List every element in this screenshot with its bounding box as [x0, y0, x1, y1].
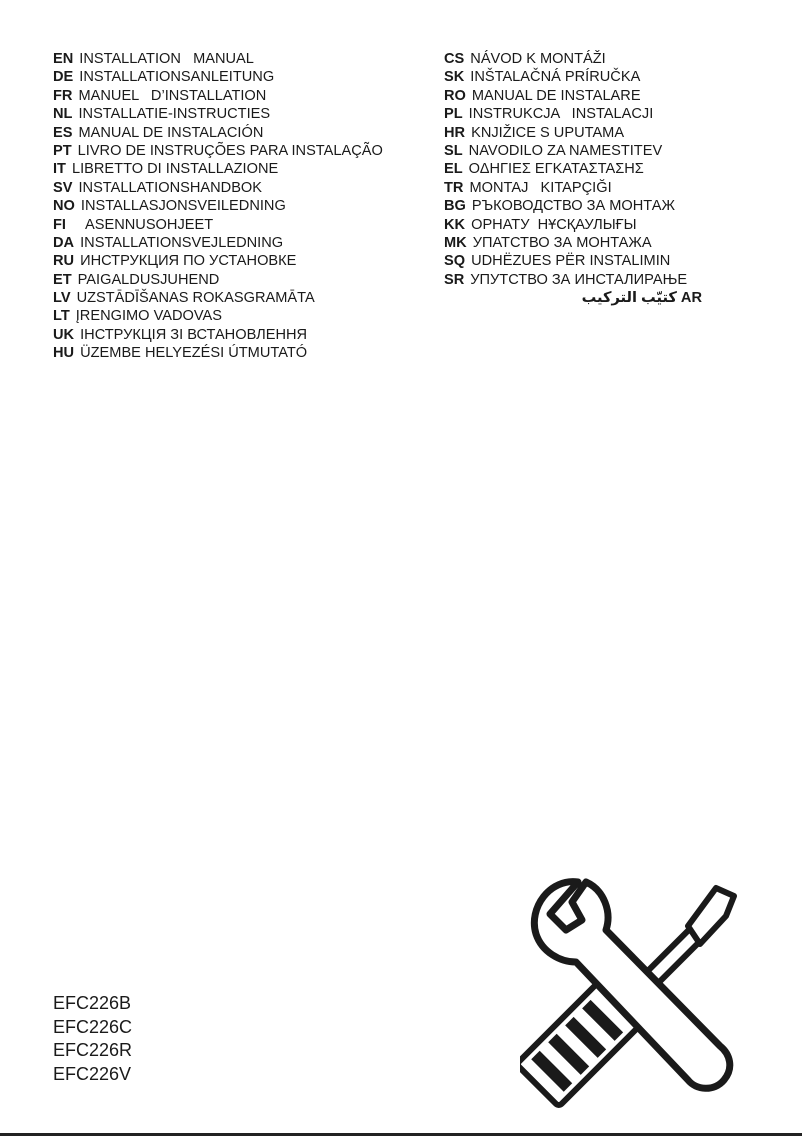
language-code: DE [53, 69, 74, 86]
language-title: KNJIŽICE S UPUTAMA [471, 124, 625, 141]
language-title: INSTRUKCJA INSTALACJI [468, 106, 654, 123]
language-title: NÁVOD K MONTÁŽI [470, 51, 606, 67]
language-title: УПУТСТВО ЗА ИНСТАЛИРАЊЕ [470, 271, 688, 288]
language-title: ÜZEMBE HELYEZÉSI ÚTMUTATÓ [80, 345, 308, 362]
language-code: CS [444, 51, 465, 67]
language-title: PAIGALDUSJUHEND [77, 271, 220, 288]
language-title: INSTALLASJONSVEILEDNING [80, 198, 286, 215]
language-title: MONTAJ KITAPÇIĞI [469, 179, 612, 196]
language-code: IT [53, 161, 66, 178]
language-title: UDHËZUES PËR INSTALIMIN [471, 253, 671, 270]
language-code: EL [444, 161, 463, 178]
language-row-sv [53, 179, 383, 197]
language-title: MANUAL DE INSTALARE [471, 87, 641, 104]
language-row-el [444, 160, 702, 178]
model-number: EFC226V [53, 1063, 132, 1084]
language-row-mk [444, 234, 702, 252]
language-row-bg [444, 197, 702, 215]
language-row-lt [53, 307, 383, 325]
language-code: SV [53, 179, 73, 196]
language-row-fi [53, 216, 383, 234]
language-code: ET [53, 271, 72, 288]
language-title: INSTALLATIONSANLEITUNG [79, 69, 275, 86]
language-row-no [53, 197, 383, 215]
language-row-ar [444, 289, 702, 307]
language-row-uk [53, 326, 383, 344]
language-code: PL [444, 106, 463, 123]
language-row-nl [53, 105, 383, 123]
language-row-sl [444, 142, 702, 160]
language-code: FI [53, 216, 66, 233]
language-code: RU [53, 253, 75, 270]
language-code: UK [53, 326, 75, 343]
language-title: MANUEL D’INSTALLATION [78, 87, 267, 104]
language-title: NAVODILO ZA NAMESTITEV [468, 142, 663, 159]
language-title: INSTALLATIONSHANDBOK [78, 179, 263, 196]
language-title: INSTALLATIONSVEJLEDNING [80, 234, 284, 251]
language-code: ES [53, 124, 73, 141]
language-list-right [444, 50, 702, 307]
language-code: HR [444, 124, 466, 141]
language-code: SQ [444, 253, 466, 270]
language-row-ru [53, 252, 383, 270]
language-code: EN [53, 51, 74, 67]
language-row-it [53, 160, 383, 178]
language-title: ОРНАТУ НҰСҚАУЛЫҒЫ [471, 216, 637, 233]
language-title: INSTALLATIE-INSTRUCTIES [78, 106, 271, 123]
language-code: PT [53, 142, 72, 159]
language-code: TR [444, 179, 464, 196]
language-row-da [53, 234, 383, 252]
language-code: AR [680, 290, 702, 307]
language-row-sk [444, 68, 702, 86]
language-title: УПАТСТВО ЗА МОНТАЖА [472, 234, 652, 251]
language-code: BG [444, 198, 466, 215]
language-row-kk [444, 216, 702, 234]
screwdriver-tip [688, 888, 734, 944]
language-code: HU [53, 345, 75, 362]
language-title: ИНСТРУКЦИЯ ПО УСТАНОВКЕ [80, 253, 297, 270]
language-code: DA [53, 234, 75, 251]
model-number: EFC226C [53, 1016, 133, 1037]
language-code: NL [53, 106, 73, 123]
language-row-sq [444, 252, 702, 270]
language-code: KK [444, 216, 466, 233]
language-row-et [53, 271, 383, 289]
language-list-left [53, 50, 383, 363]
language-title: ASENNUSOHJEET [85, 216, 214, 233]
language-row-es [53, 124, 383, 142]
language-code: FR [53, 87, 73, 104]
language-row-fr [53, 87, 383, 105]
language-code: SR [444, 271, 465, 288]
language-row-pt [53, 142, 383, 160]
language-row-pl [444, 105, 702, 123]
language-title: ΟΔΗΓΙΕΣ ΕΓΚΑΤΑΣΤΑΣΗΣ [468, 161, 644, 178]
language-code: LV [53, 290, 71, 307]
language-title: ĮRENGIMO VADOVAS [75, 308, 222, 325]
language-row-hr [444, 124, 702, 142]
language-code: SL [444, 142, 463, 159]
language-title: LIBRETTO DI INSTALLAZIONE [71, 161, 279, 178]
language-title: INŠTALAČNÁ PRÍRUČKA [470, 69, 641, 86]
model-number: EFC226R [53, 1040, 133, 1060]
language-code: MK [444, 234, 467, 251]
language-title: MANUAL DE INSTALACIÓN [78, 124, 264, 141]
wrench-and-screwdriver-icon [520, 868, 760, 1108]
language-row-cs [444, 50, 702, 68]
language-code: RO [444, 87, 466, 104]
language-title: РЪКОВОДСТВО ЗА МОНТАЖ [471, 198, 675, 215]
language-code: LT [53, 308, 70, 325]
model-number: EFC226B [53, 993, 132, 1013]
language-row-tr [444, 179, 702, 197]
language-row-en [53, 50, 383, 68]
language-title: ІНСТРУКЦІЯ ЗІ ВСТАНОВЛЕННЯ [80, 326, 308, 343]
language-title: LIVRO DE INSTRUÇÕES PARA INSTALAÇÃO [77, 142, 383, 159]
language-title: INSTALLATION MANUAL [79, 51, 254, 67]
language-code: SK [444, 69, 465, 86]
language-row-lv [53, 289, 383, 307]
language-code: NO [53, 198, 75, 215]
language-row-sr [444, 271, 702, 289]
tools-illustration [520, 868, 760, 1108]
language-title: كتيّب التركيب [581, 290, 677, 307]
language-row-ro [444, 87, 702, 105]
language-row-hu [53, 344, 383, 362]
language-title: UZSTĀDĪŠANAS ROKASGRAMĀTA [76, 290, 315, 307]
language-row-de [53, 68, 383, 86]
model-list [53, 992, 132, 1086]
